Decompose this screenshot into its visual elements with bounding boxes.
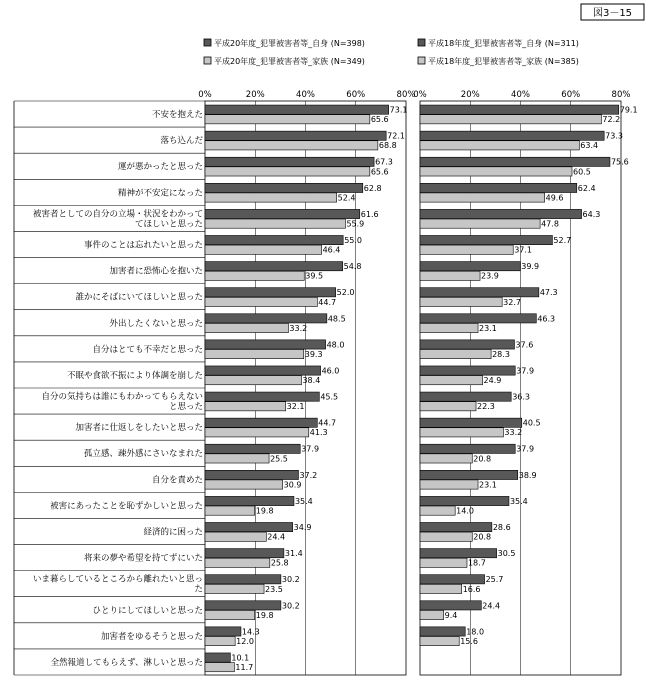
data-label: 28.6 bbox=[492, 523, 511, 532]
bar bbox=[420, 575, 485, 584]
category-label: 落ち込んだ bbox=[160, 136, 203, 147]
category-label: 精神が不安定になった bbox=[117, 188, 203, 199]
bar bbox=[420, 349, 491, 358]
bar bbox=[205, 549, 284, 558]
category-label: 事件のことは忘れたいと思った bbox=[83, 240, 203, 251]
bar bbox=[205, 167, 370, 176]
data-label: 19.8 bbox=[255, 506, 274, 516]
data-label: 37.9 bbox=[516, 366, 535, 376]
data-label: 19.8 bbox=[255, 610, 274, 620]
data-label: 65.6 bbox=[370, 167, 389, 177]
category-label: 加害者に恐怖心を抱いた bbox=[109, 266, 203, 277]
bar bbox=[205, 636, 235, 645]
bar bbox=[420, 523, 492, 532]
bar bbox=[205, 470, 298, 479]
bar bbox=[420, 444, 515, 453]
bar bbox=[205, 402, 286, 411]
bar bbox=[205, 366, 321, 375]
data-label: 48.5 bbox=[327, 314, 346, 324]
data-label: 36.3 bbox=[512, 392, 531, 402]
bar bbox=[205, 454, 269, 463]
bar bbox=[205, 314, 327, 323]
bar bbox=[205, 663, 234, 672]
data-label: 20.8 bbox=[473, 532, 492, 542]
data-label: 18.0 bbox=[466, 627, 485, 637]
bar bbox=[420, 157, 610, 166]
data-label: 54.8 bbox=[343, 262, 362, 272]
data-label: 47.3 bbox=[539, 288, 558, 298]
panel-2 bbox=[413, 90, 637, 675]
data-label: 55.0 bbox=[344, 236, 362, 245]
category-label: 被害者としての自分の立場・状況をわかって bbox=[32, 209, 203, 220]
data-label: 60.5 bbox=[573, 167, 591, 177]
data-label: 45.5 bbox=[320, 392, 339, 402]
data-label: 23.1 bbox=[479, 323, 497, 333]
bar bbox=[205, 141, 378, 150]
bar bbox=[420, 376, 483, 385]
bar bbox=[420, 314, 536, 323]
x-tick-label: 60% bbox=[561, 90, 581, 100]
bar bbox=[420, 366, 515, 375]
data-label: 62.4 bbox=[577, 183, 596, 193]
figure-label: 図3－15 bbox=[592, 8, 633, 19]
data-label: 10.1 bbox=[231, 653, 250, 663]
data-label: 44.7 bbox=[318, 418, 337, 428]
category-label: 外出したくないと思った bbox=[109, 318, 203, 329]
bar bbox=[205, 532, 266, 541]
x-tick-label: 60% bbox=[346, 90, 366, 100]
category-label: 運が悪かったと思った bbox=[117, 162, 203, 173]
x-tick-label: 80% bbox=[396, 90, 416, 100]
bar bbox=[205, 349, 304, 358]
bar bbox=[420, 610, 444, 619]
bar bbox=[420, 167, 572, 176]
bar bbox=[420, 506, 455, 515]
data-label: 37.9 bbox=[516, 444, 535, 454]
data-label: 39.5 bbox=[305, 271, 324, 281]
data-label: 30.2 bbox=[281, 575, 300, 585]
data-label: 73.3 bbox=[605, 131, 623, 141]
bar bbox=[205, 288, 336, 297]
bar bbox=[420, 558, 467, 567]
bar bbox=[205, 584, 264, 593]
bar bbox=[205, 323, 288, 332]
bar bbox=[420, 323, 478, 332]
data-label: 40.5 bbox=[522, 418, 541, 428]
bar bbox=[420, 480, 478, 489]
x-tick-label: 40% bbox=[296, 90, 315, 100]
data-label: 72.1 bbox=[387, 131, 405, 141]
data-label: 46.0 bbox=[321, 366, 340, 376]
bar bbox=[420, 288, 539, 297]
category-label: 加害者をゆるそうと思った bbox=[100, 631, 203, 642]
data-label: 46.3 bbox=[537, 314, 556, 324]
data-label: 12.0 bbox=[236, 636, 254, 646]
legend-swatch bbox=[204, 57, 211, 64]
data-label: 25.5 bbox=[270, 454, 288, 464]
bar bbox=[420, 549, 497, 558]
category-label: 加害者に仕返しをしたいと思った bbox=[75, 423, 203, 434]
bar bbox=[420, 636, 459, 645]
data-label: 24.4 bbox=[267, 532, 286, 542]
data-label: 24.9 bbox=[483, 376, 502, 386]
category-label: た bbox=[194, 584, 203, 595]
data-label: 67.3 bbox=[375, 157, 393, 167]
category-label: 自分の気持ちは誰にもわかってもらえない bbox=[41, 392, 203, 403]
data-label: 37.9 bbox=[301, 444, 320, 454]
x-tick-label: 0% bbox=[413, 90, 427, 100]
data-label: 9.4 bbox=[444, 610, 458, 620]
data-label: 32.1 bbox=[286, 402, 305, 412]
bar bbox=[420, 340, 514, 349]
data-label: 46.4 bbox=[322, 245, 341, 255]
data-label: 61.6 bbox=[360, 209, 379, 219]
bar bbox=[420, 496, 509, 505]
bar bbox=[420, 601, 481, 610]
data-label: 37.2 bbox=[299, 470, 318, 480]
bar bbox=[420, 428, 503, 437]
data-label: 23.1 bbox=[479, 480, 497, 490]
legend-entry: 平成20年度_犯罪被害者等_自身 (N=398) bbox=[214, 39, 365, 48]
data-label: 49.6 bbox=[545, 193, 564, 203]
x-tick-label: 0% bbox=[198, 90, 212, 100]
bar bbox=[420, 402, 476, 411]
data-label: 33.2 bbox=[289, 323, 308, 333]
data-label: 37.6 bbox=[515, 340, 534, 350]
data-label: 20.8 bbox=[473, 454, 492, 464]
bar bbox=[205, 183, 363, 192]
bar bbox=[420, 105, 619, 114]
bar bbox=[205, 506, 255, 515]
data-label: 16.6 bbox=[462, 584, 481, 594]
data-label: 73.1 bbox=[389, 105, 408, 115]
bar bbox=[205, 105, 389, 114]
bar bbox=[420, 193, 545, 202]
bar bbox=[420, 245, 513, 254]
category-label: 全然報道してもらえず、淋しいと思った bbox=[50, 657, 203, 668]
data-label: 30.5 bbox=[497, 549, 516, 559]
bar bbox=[420, 532, 472, 541]
category-label: 誰かにそばにいてほしいと思った bbox=[75, 292, 203, 303]
category-label: てほしいと思った bbox=[134, 219, 203, 230]
data-label: 62.8 bbox=[363, 183, 382, 193]
data-label: 25.7 bbox=[485, 575, 504, 585]
legend-entry: 平成18年度_犯罪被害者等_自身 (N=311) bbox=[428, 39, 579, 48]
bar bbox=[420, 584, 462, 593]
category-label: 自分はとても不幸だと思った bbox=[92, 344, 203, 355]
x-tick-label: 80% bbox=[611, 90, 631, 100]
data-label: 23.9 bbox=[481, 271, 499, 281]
bar bbox=[420, 627, 465, 636]
legend-swatch bbox=[418, 57, 425, 64]
category-label: 不安を抱えた bbox=[151, 110, 203, 121]
bar bbox=[420, 392, 511, 401]
data-label: 37.1 bbox=[514, 245, 533, 255]
panel-1 bbox=[198, 90, 415, 675]
data-label: 72.2 bbox=[602, 115, 621, 125]
data-label: 38.9 bbox=[518, 470, 537, 480]
category-label: 自分を責めた bbox=[151, 475, 203, 486]
data-label: 32.7 bbox=[503, 297, 521, 307]
data-label: 38.4 bbox=[302, 376, 321, 386]
legend-swatch bbox=[418, 39, 425, 46]
data-label: 14.3 bbox=[241, 627, 260, 637]
chart-panels bbox=[198, 90, 637, 675]
x-tick-label: 20% bbox=[460, 90, 480, 100]
bar bbox=[205, 558, 270, 567]
legend-swatch bbox=[204, 39, 211, 46]
data-label: 35.4 bbox=[509, 496, 528, 506]
bar bbox=[205, 496, 294, 505]
data-label: 68.8 bbox=[378, 141, 397, 151]
bar bbox=[420, 454, 472, 463]
bar bbox=[420, 236, 552, 245]
data-label: 23.5 bbox=[265, 584, 283, 594]
bar bbox=[205, 209, 360, 218]
bar bbox=[205, 610, 255, 619]
bar bbox=[420, 418, 522, 427]
bar bbox=[205, 376, 301, 385]
data-label: 47.8 bbox=[541, 219, 559, 229]
data-label: 31.4 bbox=[284, 549, 303, 559]
bar bbox=[205, 219, 345, 228]
bar bbox=[420, 297, 502, 306]
bar bbox=[420, 470, 518, 479]
bar bbox=[420, 115, 601, 124]
bar bbox=[205, 115, 370, 124]
bar bbox=[205, 601, 281, 610]
bar bbox=[420, 131, 604, 140]
data-label: 15.6 bbox=[460, 636, 479, 646]
category-label: と思った bbox=[168, 402, 203, 413]
bar bbox=[205, 245, 322, 254]
bar bbox=[205, 193, 337, 202]
data-label: 44.7 bbox=[318, 297, 337, 307]
bar bbox=[420, 183, 577, 192]
bar bbox=[205, 392, 319, 401]
bar bbox=[205, 523, 293, 532]
bar bbox=[205, 340, 326, 349]
data-label: 28.3 bbox=[492, 349, 510, 359]
legend-entry: 平成20年度_犯罪被害者等_家族 (N=349) bbox=[214, 57, 365, 66]
bar bbox=[205, 297, 317, 306]
legend-entry: 平成18年度_犯罪被害者等_家族 (N=385) bbox=[428, 57, 579, 66]
bar bbox=[420, 219, 540, 228]
data-label: 63.4 bbox=[580, 141, 599, 151]
category-label: ひとりにしてほしいと思った bbox=[92, 605, 203, 616]
data-label: 22.3 bbox=[477, 402, 495, 412]
bar bbox=[205, 627, 241, 636]
category-label: 将来の夢や希望を持てずにいた bbox=[83, 553, 203, 564]
bar bbox=[205, 262, 343, 271]
data-label: 30.2 bbox=[281, 601, 300, 611]
category-label: 不眠や食欲不振により体調を崩した bbox=[66, 370, 203, 381]
data-label: 48.0 bbox=[326, 340, 345, 350]
bar bbox=[420, 262, 520, 271]
bar bbox=[205, 653, 230, 662]
data-label: 24.4 bbox=[482, 601, 501, 611]
data-label: 39.9 bbox=[521, 262, 540, 272]
data-label: 33.2 bbox=[504, 428, 523, 438]
data-label: 64.3 bbox=[582, 209, 601, 219]
data-label: 41.3 bbox=[309, 428, 328, 438]
bar bbox=[420, 271, 480, 280]
data-label: 25.8 bbox=[270, 558, 289, 568]
category-label: いま暮らしているところから離れたいと思っ bbox=[32, 574, 203, 585]
data-label: 75.6 bbox=[610, 157, 629, 167]
data-label: 52.4 bbox=[337, 193, 356, 203]
category-label: 孤立感、疎外感にさいなまれた bbox=[83, 449, 203, 460]
x-tick-label: 40% bbox=[511, 90, 530, 100]
bar bbox=[420, 141, 579, 150]
data-label: 65.6 bbox=[370, 115, 389, 125]
legend bbox=[204, 38, 579, 66]
data-label: 11.7 bbox=[235, 663, 254, 673]
data-label: 52.0 bbox=[336, 288, 355, 298]
data-label: 30.9 bbox=[283, 480, 302, 490]
category-label: 経済的に困った bbox=[143, 527, 203, 538]
bar bbox=[205, 131, 386, 140]
data-label: 55.9 bbox=[346, 219, 365, 229]
bar bbox=[205, 444, 300, 453]
data-label: 79.1 bbox=[619, 105, 638, 115]
data-label: 14.0 bbox=[456, 506, 474, 516]
bar bbox=[205, 157, 374, 166]
bar bbox=[205, 236, 343, 245]
bar bbox=[205, 480, 283, 489]
data-label: 52.7 bbox=[553, 236, 572, 245]
bar bbox=[205, 418, 317, 427]
data-label: 18.7 bbox=[467, 558, 486, 568]
category-label: 被害にあったことを恥ずかしいと思った bbox=[50, 501, 203, 512]
data-label: 35.4 bbox=[294, 496, 313, 506]
x-tick-label: 20% bbox=[245, 90, 265, 100]
bar bbox=[420, 209, 582, 218]
data-label: 39.3 bbox=[304, 349, 323, 359]
bar bbox=[205, 575, 281, 584]
data-label: 34.9 bbox=[293, 523, 312, 532]
bar bbox=[205, 428, 309, 437]
bar bbox=[205, 271, 304, 280]
category-labels bbox=[14, 101, 205, 675]
